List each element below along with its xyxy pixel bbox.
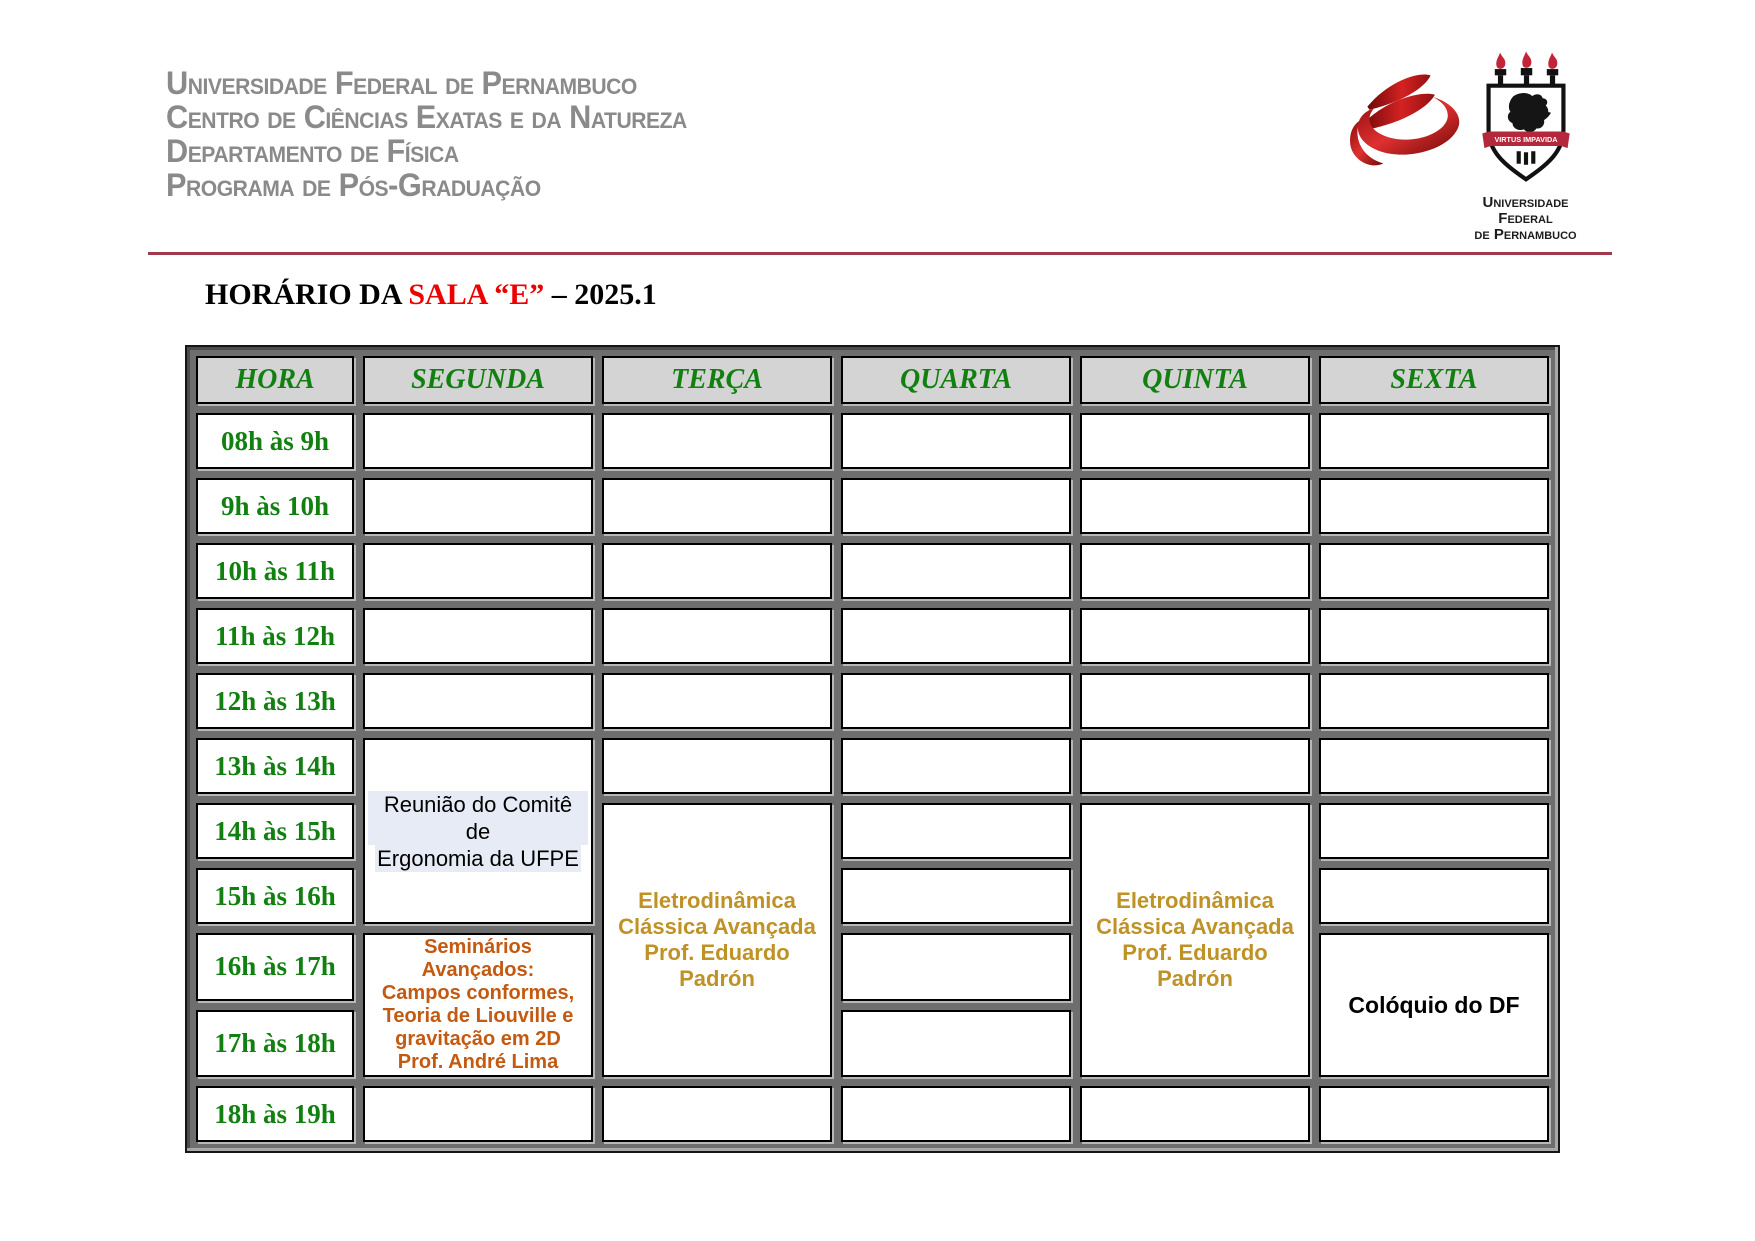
crest-caption-line: Universidade: [1482, 194, 1569, 211]
cell-terca-10h: [602, 543, 832, 599]
cell-quarta-14h: [841, 803, 1071, 859]
row-12h: [196, 673, 1549, 729]
cell-segunda-12h: [363, 673, 593, 729]
header-cell-segunda: SEGUNDA: [363, 356, 593, 404]
header-cell-sexta: SEXTA: [1319, 356, 1549, 404]
hour-cell-08h: 08h às 9h: [196, 413, 354, 469]
event-line: Reunião do Comitê de: [368, 791, 588, 845]
cell-terca-13h: [602, 738, 832, 794]
cell-segunda-10h: [363, 543, 593, 599]
page-title: [205, 278, 657, 312]
event-line: Campos conformes,: [381, 982, 575, 1004]
event-line: Prof. Eduardo Padrón: [1122, 940, 1268, 991]
cell-sexta-13h: [1319, 738, 1549, 794]
cell-sexta-18h: [1319, 1086, 1549, 1142]
event-line: Clássica Avançada: [1096, 914, 1294, 939]
cell-quinta-18h: [1080, 1086, 1310, 1142]
title-prefix: HORÁRIO DA: [205, 278, 409, 311]
cell-quinta-11h: [1080, 608, 1310, 664]
hour-cell-18h: 18h às 19h: [196, 1086, 354, 1142]
institution-line: Universidade Federal de Pernambuco: [166, 65, 637, 101]
cell-sexta-15h: [1319, 868, 1549, 924]
institution-line: Programa de Pós-Graduação: [166, 167, 541, 203]
cell-quinta-12h: [1080, 673, 1310, 729]
hour-cell-15h: 15h às 16h: [196, 868, 354, 924]
event-line: gravitação em 2D: [395, 1028, 561, 1050]
header-cell-terca: TERÇA: [602, 356, 832, 404]
cell-quinta-10h: [1080, 543, 1310, 599]
cell-terca-11h: [602, 608, 832, 664]
row-08h: [196, 413, 1549, 469]
cell-terca-09h: [602, 478, 832, 534]
event-cell-coloquio: [1319, 933, 1549, 1077]
cell-quinta-08h: [1080, 413, 1310, 469]
cell-terca-12h: [602, 673, 832, 729]
cell-quarta-13h: [841, 738, 1071, 794]
cell-quinta-09h: [1080, 478, 1310, 534]
cell-segunda-09h: [363, 478, 593, 534]
row-16h: [196, 933, 1549, 1001]
cell-quarta-16h: [841, 933, 1071, 1001]
institution-line: Departamento de Física: [166, 133, 459, 169]
cell-sexta-10h: [1319, 543, 1549, 599]
institution-header: [166, 66, 709, 202]
cell-terca-08h: [602, 413, 832, 469]
event-line: Eletrodinâmica: [1116, 888, 1274, 913]
row-09h: [196, 478, 1549, 534]
title-suffix: – 2025.1: [544, 278, 657, 311]
row-10h: [196, 543, 1549, 599]
event-line: Prof. André Lima: [397, 1051, 559, 1073]
cell-sexta-12h: [1319, 673, 1549, 729]
cell-sexta-11h: [1319, 608, 1549, 664]
event-line: Teoria de Liouville e: [382, 1005, 574, 1027]
cell-quinta-13h: [1080, 738, 1310, 794]
event-line: Clássica Avançada: [618, 914, 816, 939]
event-line: Ergonomia da UFPE: [377, 845, 579, 871]
hour-cell-11h: 11h às 12h: [196, 608, 354, 664]
cell-quarta-15h: [841, 868, 1071, 924]
cell-segunda-08h: [363, 413, 593, 469]
event-cell-eletrodinamica-terca: [602, 803, 832, 1077]
institution-line: Centro de Ciências Exatas e da Natureza: [166, 99, 687, 135]
crest-caption: [1468, 195, 1583, 243]
crest-motto: VIRTUS IMPAVIDA: [1493, 134, 1558, 144]
cell-quarta-12h: [841, 673, 1071, 729]
cell-quarta-09h: [841, 478, 1071, 534]
cell-quarta-08h: [841, 413, 1071, 469]
cell-sexta-08h: [1319, 413, 1549, 469]
row-11h: [196, 608, 1549, 664]
event-line: Prof. Eduardo Padrón: [644, 940, 790, 991]
header-cell-quinta: QUINTA: [1080, 356, 1310, 404]
event-line: Seminários Avançados:: [421, 936, 535, 981]
row-18h: [196, 1086, 1549, 1142]
cell-quarta-18h: [841, 1086, 1071, 1142]
header-cell-quarta: QUARTA: [841, 356, 1071, 404]
event-line: Eletrodinâmica: [638, 888, 796, 913]
crest-caption-line: Federal: [1498, 210, 1553, 227]
header-cell-hora: HORA: [196, 356, 354, 404]
hour-cell-16h: 16h às 17h: [196, 933, 354, 1001]
crest-caption-line: de Pernambuco: [1474, 226, 1577, 243]
cell-segunda-18h: [363, 1086, 593, 1142]
schedule-table-container: [185, 345, 1560, 1153]
event-cell-eletrodinamica-quinta: [1080, 803, 1310, 1077]
hour-cell-14h: 14h às 15h: [196, 803, 354, 859]
header-row: [196, 356, 1549, 404]
title-room: SALA “E”: [408, 278, 545, 311]
cell-sexta-09h: [1319, 478, 1549, 534]
ufpe-crest-icon: [1474, 50, 1578, 188]
hour-cell-13h: 13h às 14h: [196, 738, 354, 794]
ufpe-ribbon-logo: [1348, 68, 1466, 193]
hour-cell-17h: 17h às 18h: [196, 1010, 354, 1078]
schedule-table: [185, 345, 1560, 1153]
hour-cell-12h: 12h às 13h: [196, 673, 354, 729]
cell-sexta-14h: [1319, 803, 1549, 859]
cell-quarta-17h: [841, 1010, 1071, 1078]
cell-quarta-10h: [841, 543, 1071, 599]
event-cell-seminarios: [363, 933, 593, 1077]
cell-quarta-11h: [841, 608, 1071, 664]
hour-cell-09h: 9h às 10h: [196, 478, 354, 534]
event-cell-reuniao: [363, 738, 593, 924]
row-13h: [196, 738, 1549, 794]
event-line: Colóquio do DF: [1348, 991, 1520, 1018]
horizontal-rule: [148, 252, 1612, 255]
cell-terca-18h: [602, 1086, 832, 1142]
hour-cell-10h: 10h às 11h: [196, 543, 354, 599]
cell-segunda-11h: [363, 608, 593, 664]
ufpe-crest-logo: [1468, 50, 1583, 243]
